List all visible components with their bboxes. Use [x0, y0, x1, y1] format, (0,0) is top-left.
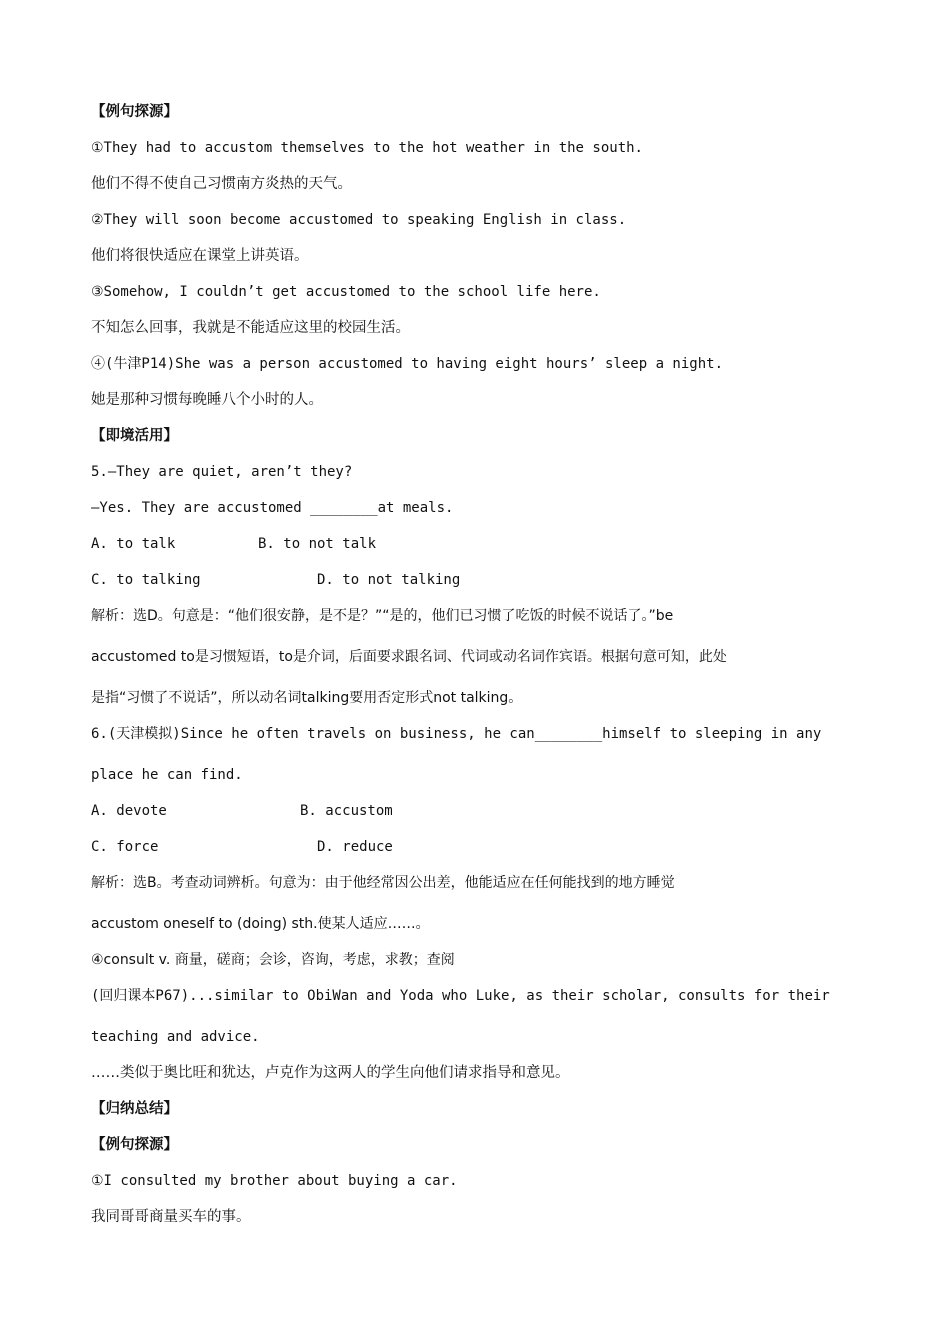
question-6-option-b: B. accustom: [300, 803, 393, 819]
question-5-stem: —Yes. They are accustomed ________at meals.: [91, 500, 454, 516]
question-5-option-a: A. to talk: [91, 536, 176, 552]
textbook-source-sentence: (回归课本P67)...similar to ObiWan and Yoda who Luke, as their scholar, consults for their: [91, 988, 830, 1004]
example-sentence-en: ②They will soon become accustomed to speaking English in class.: [91, 212, 627, 228]
example-sentence-en: ③Somehow, I couldn’t get accustomed to the school life here.: [91, 284, 601, 300]
question-6-explanation: 解析：选B。考查动词辨析。句意为：由于他经常因公出差，他能适应在任何能找到的地方睡觉: [91, 875, 675, 891]
section-heading-practice: 【即境活用】: [91, 428, 178, 444]
example-sentence-zh: 我同哥哥商量买车的事。: [91, 1209, 251, 1225]
question-5-explanation: accustomed to是习惯短语，to是介词，后面要求跟名词、代词或动名词作宾语。根据句意可知，此处: [91, 649, 727, 665]
question-5-explanation: 解析：选D。句意是：“他们很安静，是不是？”“是的，他们已习惯了吃饭的时候不说话了。”be: [91, 608, 674, 624]
section-heading-examples: 【例句探源】: [91, 104, 178, 120]
section-heading-summary: 【归纳总结】: [91, 1101, 178, 1117]
question-5-option-d: D. to not talking: [317, 572, 461, 588]
question-6-option-a: A. devote: [91, 803, 167, 819]
question-6-option-d: D. reduce: [317, 839, 393, 855]
example-sentence-en: ①I consulted my brother about buying a car.: [91, 1173, 458, 1189]
question-5-option-c: C. to talking: [91, 572, 201, 588]
textbook-source-sentence: teaching and advice.: [91, 1029, 260, 1045]
example-sentence-en: ①They had to accustom themselves to the hot weather in the south.: [91, 140, 643, 156]
question-6-stem: 6.(天津模拟)Since he often travels on business, he can________himself to sleeping in any: [91, 726, 822, 742]
question-6-stem: place he can find.: [91, 767, 243, 783]
section-heading-examples: 【例句探源】: [91, 1137, 178, 1153]
example-sentence-zh: 他们将很快适应在课堂上讲英语。: [91, 248, 309, 264]
example-sentence-zh: 她是那种习惯每晚睡八个小时的人。: [91, 392, 323, 408]
example-sentence-en: ④(牛津P14)She was a person accustomed to having eight hours’ sleep a night.: [91, 356, 724, 372]
question-5-option-b: B. to not talk: [258, 536, 377, 552]
textbook-source-translation: ……类似于奥比旺和犹达，卢克作为这两人的学生向他们请求指导和意见。: [91, 1065, 570, 1081]
question-5-explanation: 是指“习惯了不说话”，所以动名词talking要用否定形式not talking。: [91, 690, 523, 706]
question-6-option-c: C. force: [91, 839, 159, 855]
question-6-explanation: accustom oneself to (doing) sth.使某人适应……。: [91, 916, 430, 932]
example-sentence-zh: 他们不得不使自己习惯南方炎热的天气。: [91, 176, 352, 192]
vocab-entry-consult: ④consult v. 商量，磋商；会诊，咨询，考虑，求教；查阅: [91, 952, 455, 968]
example-sentence-zh: 不知怎么回事，我就是不能适应这里的校园生活。: [91, 320, 410, 336]
question-5-stem: 5.—They are quiet, aren’t they?: [91, 464, 353, 480]
